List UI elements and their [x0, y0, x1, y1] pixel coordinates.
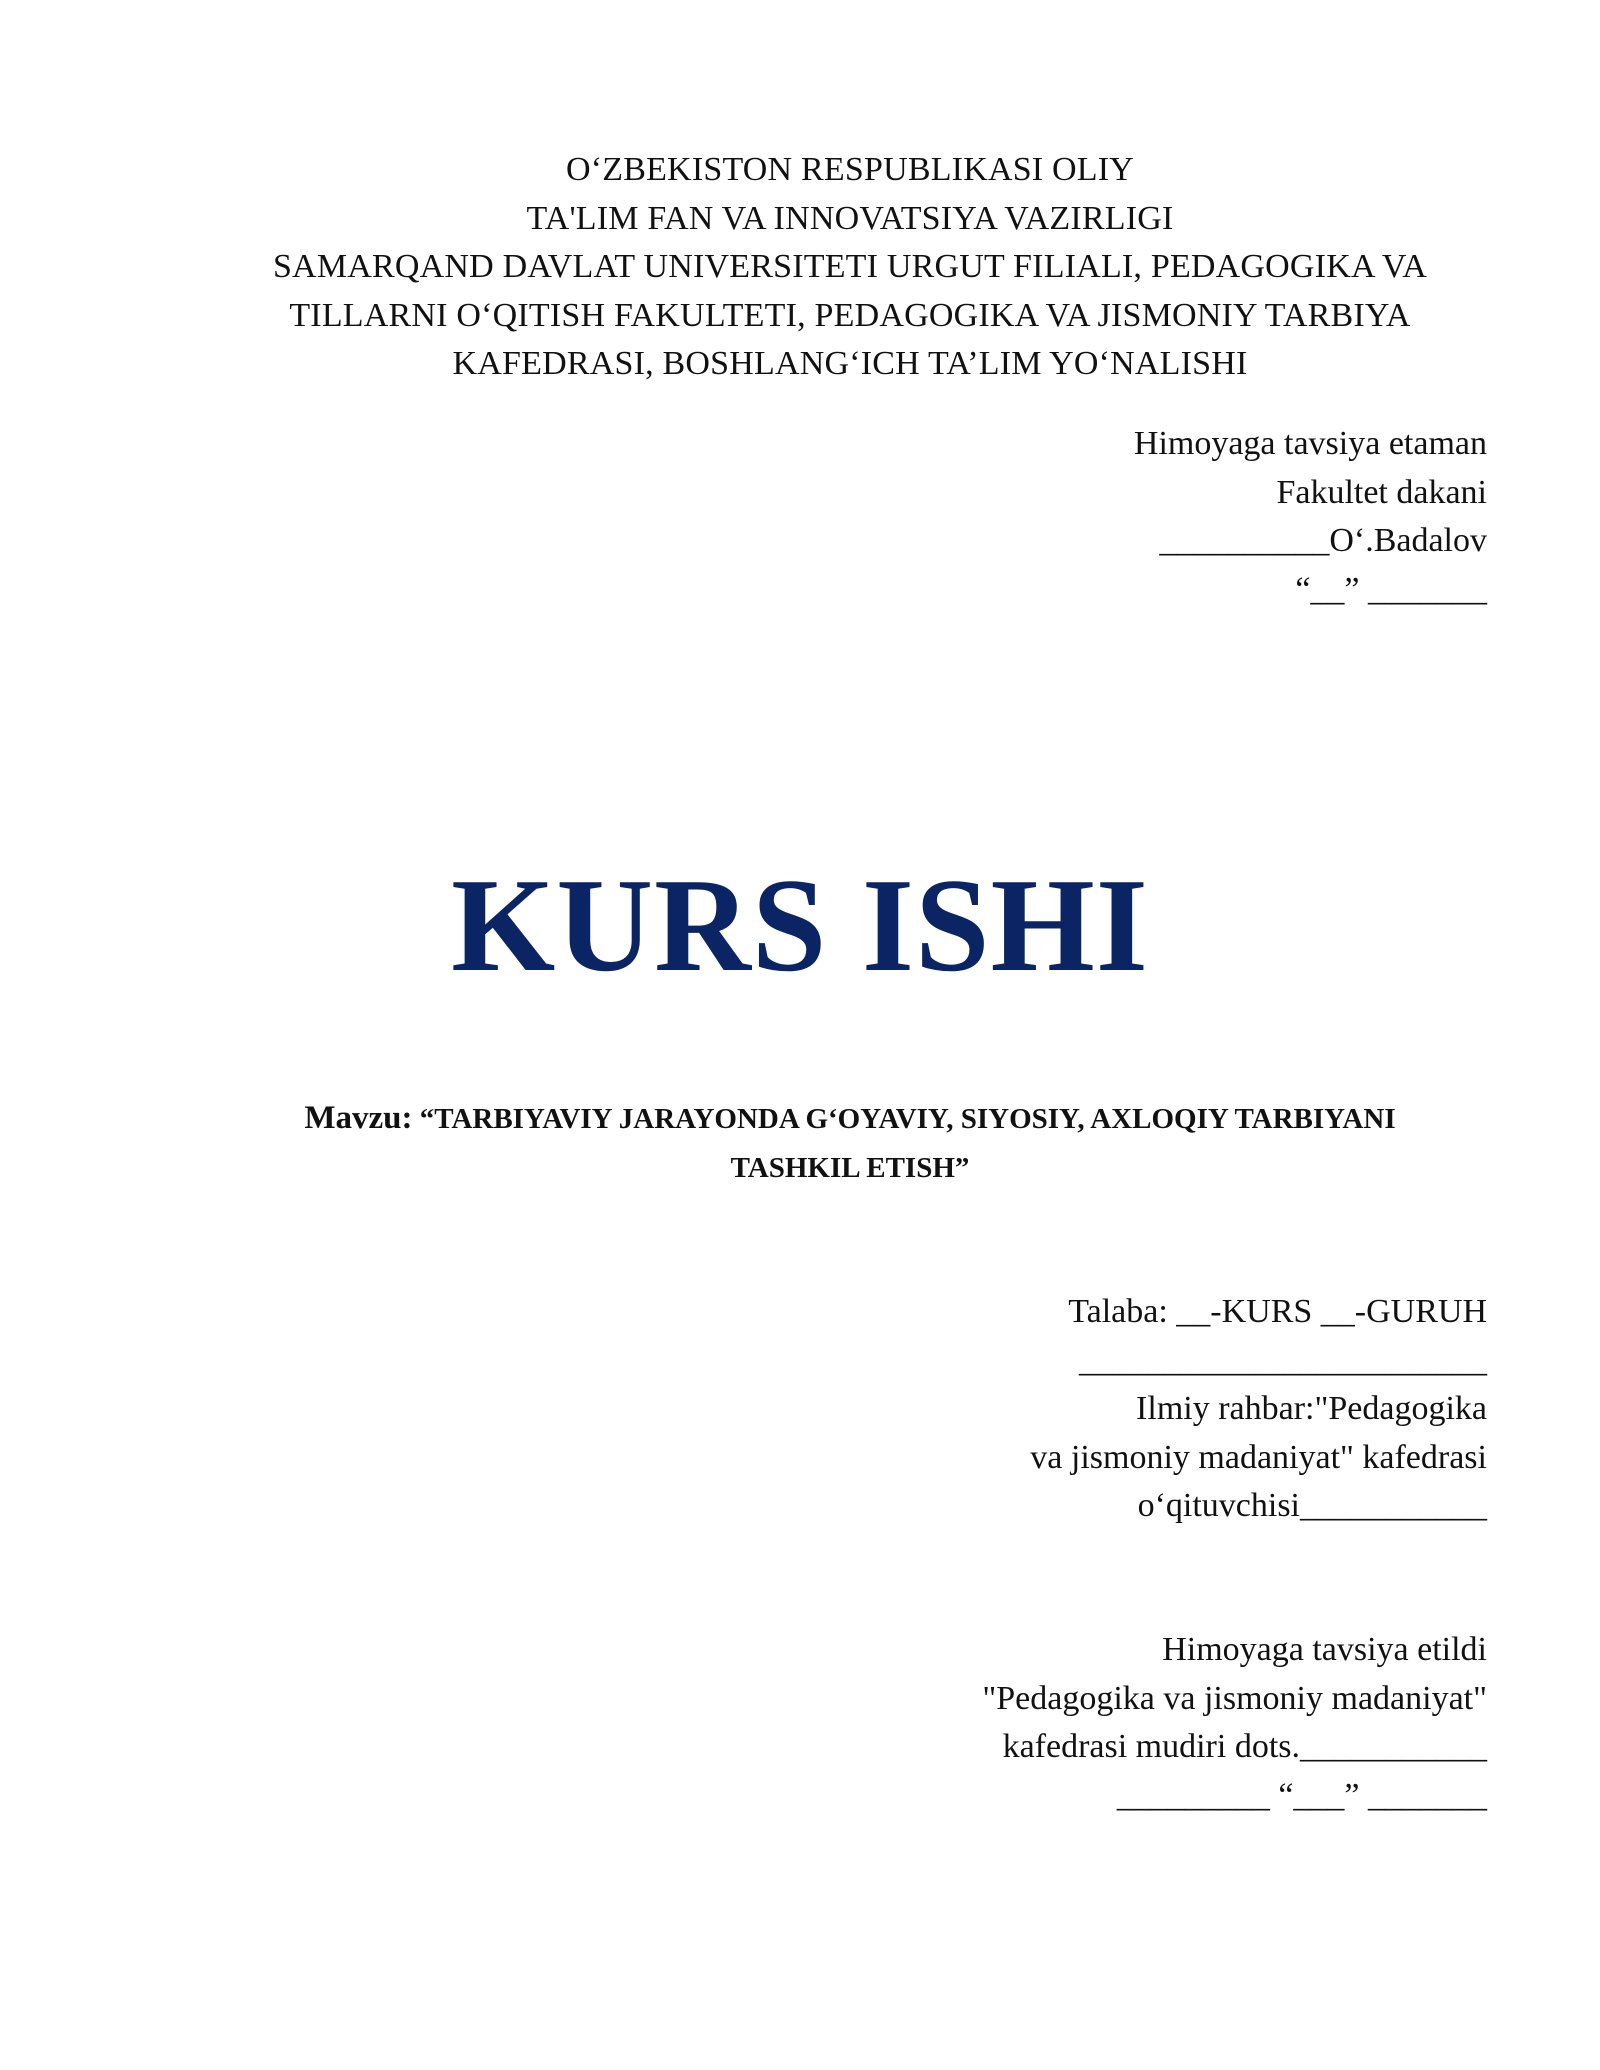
institution-header — [200, 146, 1500, 389]
header-line: KAFEDRASI, BOSHLANG‘ICH TA’LIM YO‘NALISHI — [452, 345, 1248, 382]
approval-date-line: “__” _______ — [1295, 570, 1487, 608]
student-block — [1030, 1288, 1487, 1531]
approval-line: Fakultet dakani — [1276, 473, 1487, 511]
document-title: KURS ISHI — [451, 851, 1149, 999]
topic-line-2: TASHKIL ETISH” — [730, 1152, 970, 1184]
student-line: Talaba: __-KURS __-GURUH — [1068, 1293, 1487, 1330]
supervisor-line: Ilmiy rahbar:"Pedagogika — [1136, 1390, 1487, 1427]
topic-label: Mavzu: — [304, 1100, 413, 1136]
defense-line: "Pedagogika va jismoniy madaniyat" — [982, 1679, 1487, 1717]
defense-line: kafedrasi mudiri dots.___________ — [1002, 1728, 1487, 1765]
topic-block — [200, 1094, 1500, 1193]
defense-date-line: _________ “___” _______ — [1116, 1776, 1487, 1814]
student-name-line: ________________________ — [1079, 1341, 1487, 1379]
topic-line-1 — [200, 1094, 1500, 1144]
header-line: TA'LIM FAN VA INNOVATSIYA VAZIRLIGI — [526, 199, 1174, 237]
header-line: O‘ZBEKISTON RESPUBLIKASI OLIY — [565, 151, 1135, 188]
approval-line: Himoyaga tavsiya etaman — [1133, 425, 1487, 462]
topic-text-1: “TARBIYAVIY JARAYONDA G‘OYAVIY, SIYOSIY, AXLOQIY TARBIYANI — [419, 1103, 1396, 1135]
approval-block — [1134, 420, 1487, 614]
defense-block — [982, 1626, 1487, 1820]
defense-line: Himoyaga tavsiya etildi — [1162, 1631, 1487, 1668]
supervisor-line: o‘qituvchisi___________ — [1137, 1487, 1487, 1524]
approval-signature-line: __________O‘.Badalov — [1159, 522, 1487, 559]
header-line: TILLARNI O‘QITISH FAKULTETI, PEDAGOGIKA VA JISMONIY TARBIYA — [289, 296, 1411, 334]
supervisor-line: va jismoniy madaniyat" kafedrasi — [1030, 1438, 1487, 1476]
header-line: SAMARQAND DAVLAT UNIVERSITETI URGUT FILIALI, PEDAGOGIKA VA — [272, 248, 1428, 285]
